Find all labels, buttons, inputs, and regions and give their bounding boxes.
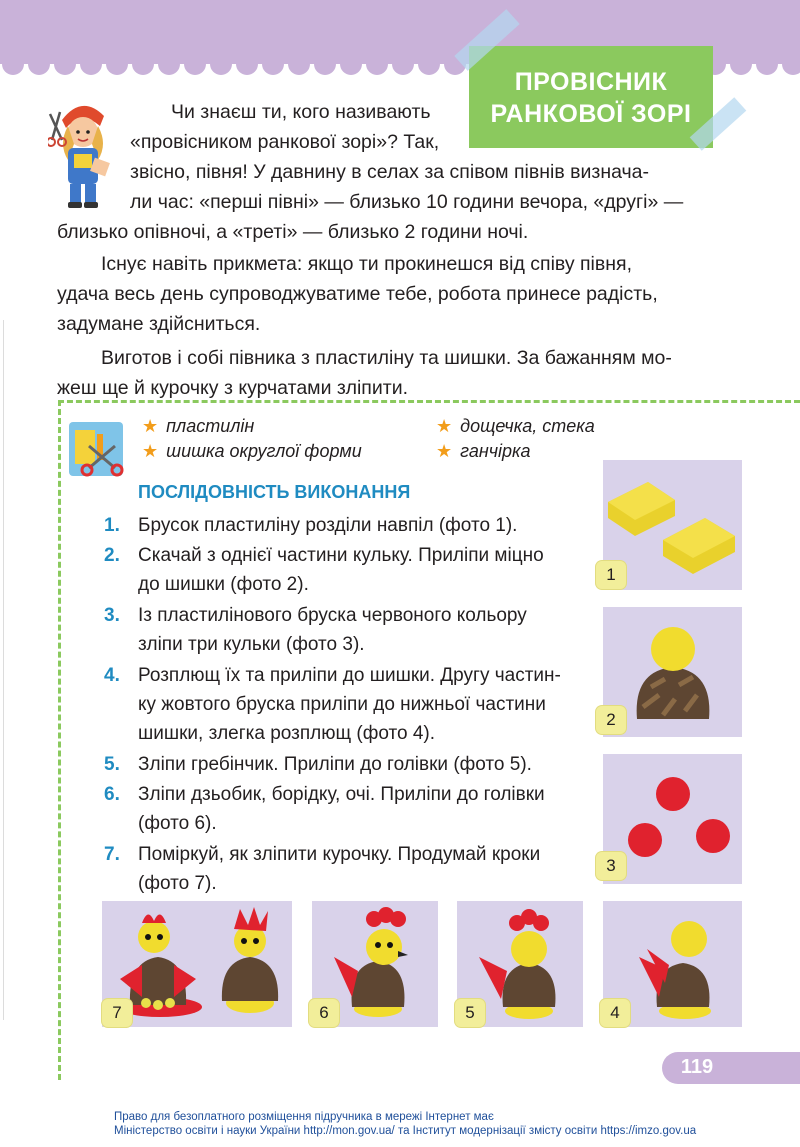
photo-7-label: 7 (102, 999, 132, 1027)
photo-4-label: 4 (600, 999, 630, 1027)
material-item: ★ пластилін (142, 416, 255, 436)
scallop (54, 64, 76, 75)
intro-para2-line1: Існує навіть прикмета: якщо ти прокинешся від співу півня, (101, 253, 632, 275)
page-edge-line (3, 320, 4, 1020)
scallop (106, 64, 128, 75)
intro-line-3: звісно, півня! У давнину в селах за співом півнів визнача- (130, 161, 650, 183)
scallop (730, 64, 752, 75)
photo-1-label: 1 (596, 561, 626, 589)
scallop (80, 64, 102, 75)
step-3: 3. Із пластилінового бруска червоного кольору зліпи три кульки (фото 3). (104, 605, 527, 655)
scallop (314, 64, 336, 75)
footer-line-1: Право для безоплатного розміщення підручника в мережі Інтернет має (114, 1111, 494, 1123)
material-item: ★ дощечка, стека (436, 416, 595, 436)
scallop (210, 64, 232, 75)
scallop (392, 64, 414, 75)
scallop (2, 64, 24, 75)
scallop (132, 64, 154, 75)
photo-5-label: 5 (455, 999, 485, 1027)
lesson-title-line1: ПРОВІСНИК (514, 68, 668, 96)
scallop (782, 64, 800, 75)
tools-icon (67, 420, 125, 478)
intro-line-1: Чи знаєш ти, кого називають (171, 101, 431, 123)
intro-text-block (57, 97, 717, 403)
star-icon: ★ (142, 441, 159, 461)
step-6: 6. Зліпи дзьобик, борідку, очі. Приліпи до голівки (фото 6). (104, 784, 545, 834)
star-icon: ★ (142, 416, 159, 436)
intro-para3-line1: Виготов і собі півника з пластиліну та шишки. За бажанням мо- (101, 347, 672, 369)
lesson-title-line2: РАНКОВОЇ ЗОРІ (490, 100, 692, 128)
intro-line-5: близько опівночі, а «треті» — близько 2 години ночі. (57, 221, 529, 243)
scallop (184, 64, 206, 75)
task-frame-left-border (58, 400, 61, 1080)
intro-line-4: ли час: «перші півні» — близько 10 години вечора, «другі» — (130, 191, 684, 213)
step-5: 5. Зліпи гребінчик. Приліпи до голівки (фото 5). (104, 754, 532, 775)
star-icon: ★ (436, 441, 453, 461)
step-1: 1. Брусок пластиліну розділи навпіл (фото 1). (104, 515, 518, 536)
material-item: ★ шишка округлої форми (142, 441, 362, 461)
step-4: 4. Розплющ їх та приліпи до шишки. Другу частин- ку жовтого бруска приліпи до нижньої частини шишки, злегка розплющ (фото 4). (104, 665, 561, 744)
photo-2-label: 2 (596, 706, 626, 734)
page-number-tab (662, 1052, 800, 1084)
intro-para2-line3: задумане здійсниться. (57, 313, 261, 335)
page-number: 119 (680, 1056, 714, 1078)
scallop (28, 64, 50, 75)
photo-6-label: 6 (309, 999, 339, 1027)
scallop (366, 64, 388, 75)
intro-line-2: «провісником ранкової зорі»? Так, (130, 131, 440, 153)
scallop (236, 64, 258, 75)
material-item: ★ ганчірка (436, 441, 531, 461)
scallop (288, 64, 310, 75)
scallop (418, 64, 440, 75)
step-2: 2. Скачай з однієї частини кульку. Приліпи міцно до шишки (фото 2). (104, 545, 544, 595)
scallop (756, 64, 778, 75)
intro-para2-line2: удача весь день супроводжуватиме тебе, робота принесе радість, (57, 283, 658, 305)
step-7: 7. Поміркуй, як зліпити курочку. Продумай кроки (фото 7). (104, 844, 541, 894)
scallop (340, 64, 362, 75)
footer-line-2: Міністерство освіти і науки України http://mon.gov.ua/ та Інститут модернізації змісту освіти https://imzo.gov.ua (114, 1125, 697, 1137)
intro-para3-line2: жеш ще й курочку з курчатами зліпити. (57, 377, 408, 399)
scallop (262, 64, 284, 75)
sequence-heading: ПОСЛІДОВНІСТЬ ВИКОНАННЯ (138, 482, 411, 502)
task-frame-top-border (58, 400, 800, 403)
photo-3-label: 3 (596, 852, 626, 880)
star-icon: ★ (436, 416, 453, 436)
scallop (158, 64, 180, 75)
